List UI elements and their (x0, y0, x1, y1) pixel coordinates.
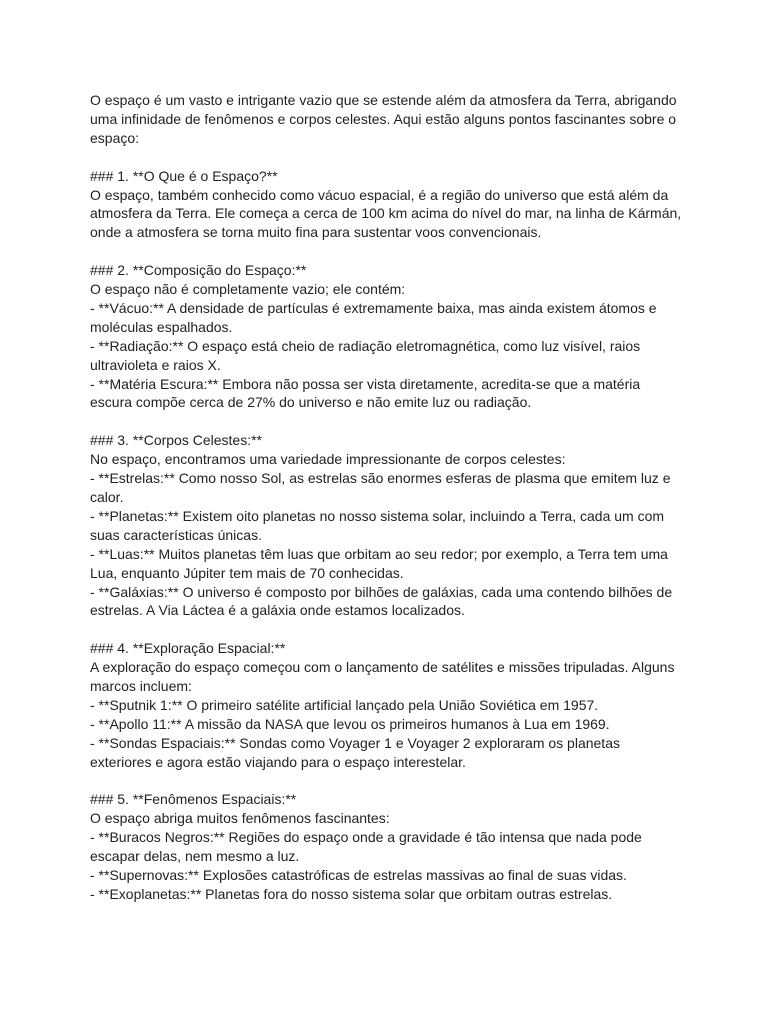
list-item: - **Sputnik 1:** O primeiro satélite artificial lançado pela União Soviética em 1957. (90, 696, 599, 713)
list-item: - **Supernovas:** Explosões catastróficas de estrelas massivas ao final de suas vidas. (90, 867, 627, 884)
section-5 (90, 790, 690, 903)
list-item: - **Apollo 11:** A missão da NASA que levou os primeiros humanos à Lua em 1969. (90, 715, 610, 732)
text-line: marcos incluem: (90, 678, 192, 695)
text-line: moléculas espalhados. (90, 318, 233, 335)
text-line: O espaço é um vasto e intrigante vazio que se estende além da atmosfera da Terra, abrigando (90, 92, 677, 108)
section-1 (90, 167, 690, 243)
text-line: escura compõe cerca de 27% do universo e não emite luz ou radiação. (90, 394, 532, 411)
text-line: A exploração do espaço começou com o lançamento de satélites e missões tripuladas. Alguns (90, 659, 675, 676)
text-line: uma infinidade de fenômenos e corpos celestes. Aqui estão alguns pontos fascinantes sobre o (90, 110, 677, 127)
text-line: ultravioleta e raios X. (90, 356, 221, 373)
text-line: No espaço, encontramos uma variedade impressionante de corpos celestes: (90, 451, 566, 468)
text-line: Lua, enquanto Júpiter tem mais de 70 conhecidas. (90, 564, 404, 581)
section-3 (90, 431, 690, 620)
list-item: - **Luas:** Muitos planetas têm luas que orbitam ao seu redor; por exemplo, a Terra tem uma (90, 545, 668, 562)
text-line: onde a atmosfera se torna muito fina para sustentar voos convencionais. (90, 224, 542, 241)
list-item: - **Planetas:** Existem oito planetas no nosso sistema solar, incluindo a Terra, cada um com (90, 507, 665, 524)
text-line: escapar delas, nem mesmo a luz. (90, 848, 300, 865)
text-line: O espaço, também conhecido como vácuo espacial, é a região do universo que está além da (90, 186, 669, 203)
list-item: - **Exoplanetas:** Planetas fora do nosso sistema solar que orbitam outras estrelas. (90, 885, 613, 902)
text-line: atmosfera da Terra. Ele começa a cerca de 100 km acima do nível do mar, na linha de Kármán, (90, 205, 682, 222)
text-line: exteriores e agora estão viajando para o espaço interestelar. (90, 753, 466, 770)
text-line: O espaço abriga muitos fenômenos fascinantes: (90, 810, 390, 827)
list-item: - **Buracos Negros:** Regiões do espaço onde a gravidade é tão intensa que nada pode (90, 829, 642, 846)
section-heading: ### 1. **O Que é o Espaço?** (90, 167, 278, 184)
text-line: suas características únicas. (90, 526, 262, 543)
text-line: calor. (90, 488, 124, 505)
list-item: - **Galáxias:** O universo é composto por bilhões de galáxias, cada uma contendo bilhões de (90, 583, 673, 600)
section-2 (90, 261, 690, 412)
section-heading: ### 3. **Corpos Celestes:** (90, 432, 262, 449)
intro-paragraph (90, 91, 690, 148)
text-line: espaço: (90, 129, 140, 146)
section-4 (90, 639, 690, 771)
list-item: - **Estrelas:** Como nosso Sol, as estrelas são enormes esferas de plasma que emitem luz e (90, 470, 671, 487)
section-heading: ### 5. **Fenômenos Espaciais:** (90, 791, 297, 808)
section-heading: ### 4. **Exploração Espacial:** (90, 640, 286, 657)
section-heading: ### 2. **Composição do Espaço:** (90, 262, 307, 279)
text-line: O espaço não é completamente vazio; ele contém: (90, 281, 406, 298)
list-item: - **Matéria Escura:** Embora não possa ser vista diretamente, acredita-se que a matéria (90, 375, 641, 392)
list-item: - **Sondas Espaciais:** Sondas como Voyager 1 e Voyager 2 exploraram os planetas (90, 734, 620, 751)
list-item: - **Radiação:** O espaço está cheio de radiação eletromagnética, como luz visível, raios (90, 337, 641, 354)
text-line: estrelas. A Via Láctea é a galáxia onde estamos localizados. (90, 602, 465, 619)
document-body (90, 91, 690, 923)
list-item: - **Vácuo:** A densidade de partículas é extremamente baixa, mas ainda existem átomos e (90, 299, 657, 316)
